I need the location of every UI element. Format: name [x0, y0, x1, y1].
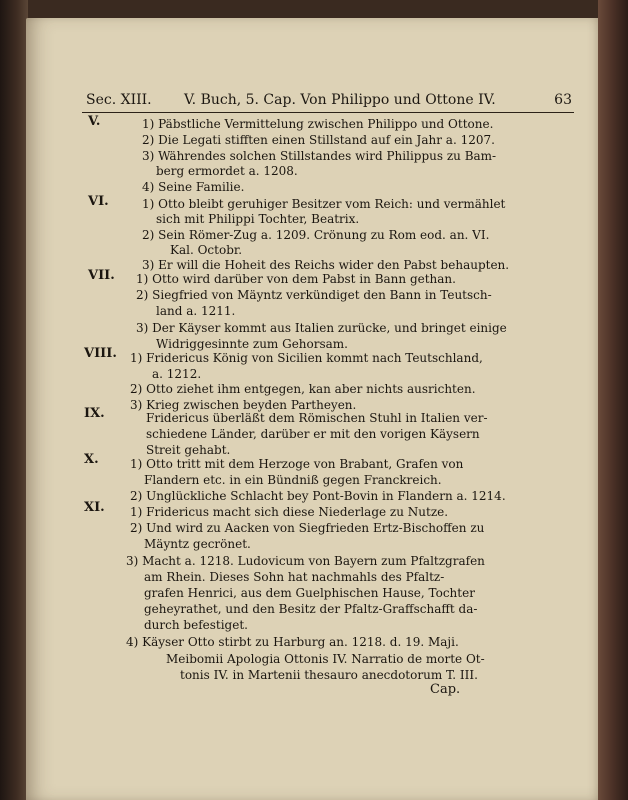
text-line: durch befestiget. — [144, 618, 248, 632]
text-line: 3) Macht a. 1218. Ludovicum von Bayern zum Pfaltzgrafen — [126, 554, 485, 568]
book-edge-right — [598, 0, 628, 800]
text-line: schiedene Länder, darüber er mit den vorigen Käysern — [146, 427, 480, 441]
text-line: 3) Er will die Hoheit des Reichs wider den Pabst behaupten. — [142, 258, 510, 272]
section-marker-vi: VI. — [88, 194, 109, 209]
text-line: Widriggesinnte zum Gehorsam. — [156, 337, 348, 351]
text-line: land a. 1211. — [156, 304, 236, 318]
text-line: a. 1212. — [152, 367, 202, 381]
section-marker-ix: IX. — [84, 406, 105, 421]
section-marker-v: V. — [88, 114, 101, 129]
text-line: berg ermordet a. 1208. — [156, 164, 298, 178]
text-line: 2) Sein Römer-Zug a. 1209. Crönung zu Rom eod. an. VI. — [142, 228, 490, 242]
header-section: Sec. XIII. — [86, 92, 152, 108]
book-gutter-left — [0, 0, 28, 800]
header-title: V. Buch, 5. Cap. Von Philippo und Ottone IV. — [184, 92, 496, 108]
text-line: 2) Siegfried von Mäyntz verkündiget den Bann in Teutsch- — [136, 288, 492, 302]
citation-line: Meibomii Apologia Ottonis IV. Narratio de morte Ot- — [166, 652, 485, 666]
citation-line: tonis IV. in Martenii thesauro anecdotorum T. III. — [180, 668, 478, 682]
text-line: geheyrathet, und den Besitz der Pfaltz-Graffschafft da- — [144, 602, 478, 616]
text-line: 4) Seine Familie. — [142, 180, 245, 194]
text-line: 2) Die Legati stifften einen Stillstand auf ein Jahr a. 1207. — [142, 133, 495, 147]
catchword: Cap. — [430, 682, 461, 697]
text-line: 1) Fridericus König von Sicilien kommt nach Teutschland, — [130, 351, 483, 365]
text-line: 3) Krieg zwischen beyden Partheyen. — [130, 398, 357, 412]
text-line: sich mit Philippi Tochter, Beatrix. — [156, 212, 360, 226]
text-line: Fridericus überläßt dem Römischen Stuhl in Italien ver- — [146, 411, 488, 425]
text-line: 2) Und wird zu Aacken von Siegfrieden Ertz-Bischoffen zu — [130, 521, 485, 535]
text-line: Flandern etc. in ein Bündniß gegen Franckreich. — [144, 473, 442, 487]
text-line: 1) Otto tritt mit dem Herzoge von Brabant, Grafen von — [130, 457, 464, 471]
text-line: 1) Päbstliche Vermittelung zwischen Philippo und Ottone. — [142, 117, 494, 131]
running-header — [82, 92, 574, 113]
text-line: 3) Währendes solchen Stillstandes wird Philippus zu Bam- — [142, 149, 497, 163]
text-line: 3) Der Käyser kommt aus Italien zurücke, und bringet einige — [136, 321, 507, 335]
page-number: 63 — [554, 92, 572, 108]
text-line: 4) Käyser Otto stirbt zu Harburg an. 1218. d. 19. Maji. — [126, 635, 459, 649]
text-line: 2) Otto ziehet ihm entgegen, kan aber nichts ausrichten. — [130, 382, 476, 396]
section-marker-xi: XI. — [84, 500, 105, 515]
section-marker-viii: VIII. — [84, 346, 117, 361]
text-line: Streit gehabt. — [146, 443, 231, 457]
text-line: grafen Henrici, aus dem Guelphischen Hause, Tochter — [144, 586, 475, 600]
text-line: Kal. Octobr. — [170, 243, 243, 257]
text-line: 1) Fridericus macht sich diese Niederlage zu Nutze. — [130, 505, 449, 519]
section-marker-vii: VII. — [88, 268, 115, 283]
text-line: 1) Otto wird darüber von dem Pabst in Bann gethan. — [136, 272, 456, 286]
text-line: 2) Unglückliche Schlacht bey Pont-Bovin in Flandern a. 1214. — [130, 489, 506, 503]
section-marker-x: X. — [84, 452, 99, 467]
text-line: Mäyntz gecrönet. — [144, 537, 251, 551]
text-line: am Rhein. Dieses Sohn hat nachmahls des Pfaltz- — [144, 570, 445, 584]
text-line: 1) Otto bleibt geruhiger Besitzer vom Reich: und vermählet — [142, 197, 506, 211]
